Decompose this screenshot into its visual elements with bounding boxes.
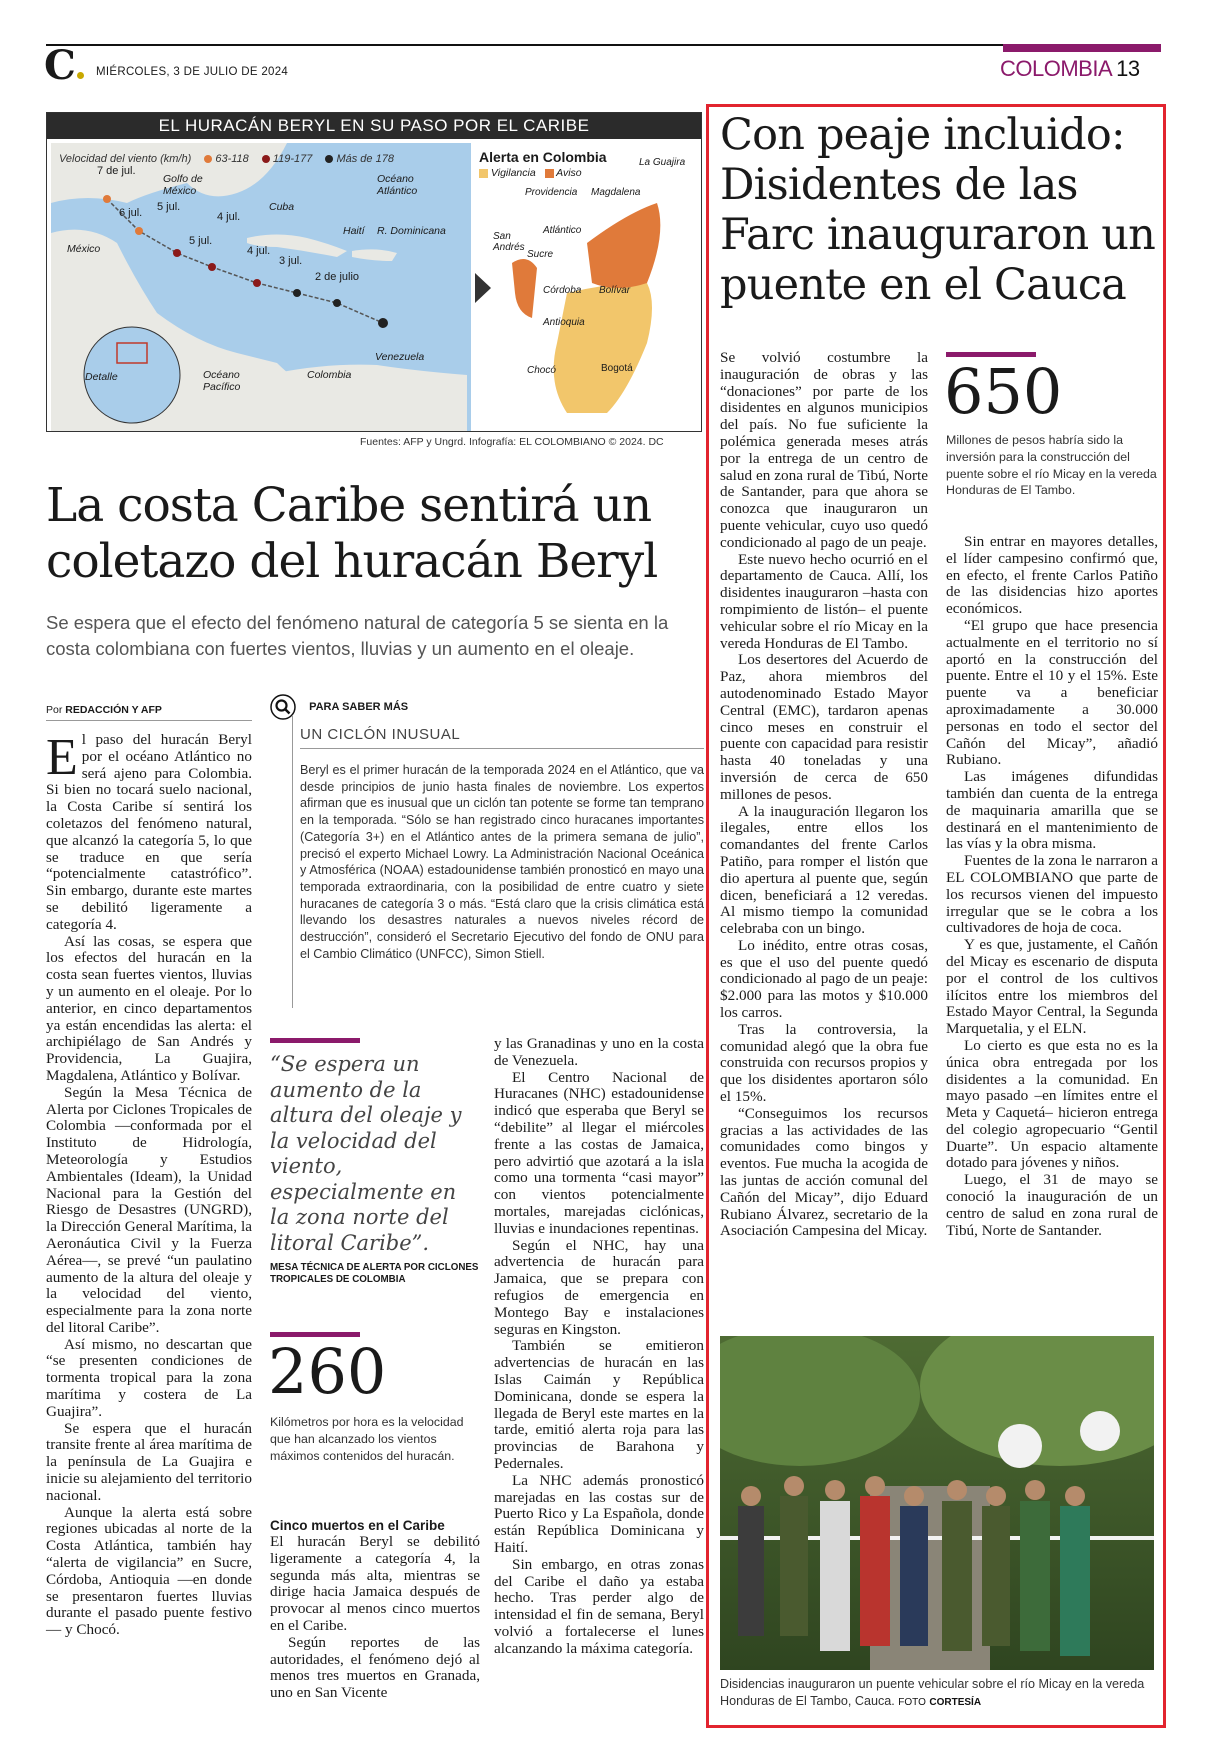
drop-cap: E <box>46 729 78 786</box>
track-label: 6 jul. <box>119 207 143 219</box>
place-label: Golfo de México <box>163 173 203 197</box>
place-label: Haití <box>343 225 365 237</box>
page-number: 13 <box>1116 56 1140 81</box>
place-label: Cuba <box>269 201 295 213</box>
place-label: Detalle <box>85 371 118 383</box>
newspaper-logo: C <box>44 46 84 86</box>
right-column-2: Sin entrar en mayores detalles, el líder campesino confirmó que, en efecto, el frente Carlos Patiño de las disidencias hizo aportes económicos. “El grupo que hace presencia actualmente en el territorio no sí aportó en la construcción del puente. Entre el 10 y el 15%. Este puente va a beneficiar aproximadamente a 30.000 personas en todo el sector del Cañón del Micay”, añadió Rubiano. Las imágenes difundidas también dan cuenta de la entrega de maquinaria amarilla que se destinará en el mantenimiento de las vías y la obra misma. Fuentes de la zona le narraron a EL COLOMBIANO que parte de los recursos vienen del impuesto irregular que se le cobra a los cultivadores de hoja de coca. Y es que, justamente, el Cañón del Micay es escenario de disputa por el control de los cultivos ilícitos entre los miembros del Estado Mayor Central, la Segunda Marquetalia, y el ELN. Lo cierto es que esta no es la única obra entregada por los disidentes a la comunidad. En mayo pasado –en límites entre el Meta y Caquetá– hicieron entrega del colegio agropecuario “Gentil Duarte”. Un espacio altamente dotado para jóvenes y niños. Luego, el 31 de mayo se conoció la inauguración de un centro de salud en zona rural de Tibú, Norte de Santander. <box>946 533 1158 1239</box>
place-label: Chocó <box>527 365 556 376</box>
main-dek: Se espera que el efecto del fenómeno natural de categoría 5 se sienta en la costa colombiana con fuertes vientos, lluvias y un aumento en el oleaje. <box>46 612 669 659</box>
bridge-inauguration-photo <box>720 1336 1154 1670</box>
sidebar-title: UN CICLÓN INUSUAL <box>300 726 461 743</box>
track-label: 3 jul. <box>279 255 303 267</box>
sidebar-header <box>270 694 408 720</box>
place-label: Atlántico <box>543 225 582 236</box>
track-label: 4 jul. <box>217 211 241 223</box>
place-label: Bogotá <box>601 363 633 374</box>
track-label: 5 jul. <box>157 201 181 213</box>
photo-caption: Disidencias inauguraron un puente vehicular sobre el río Micay en la vereda Honduras de El Tambo, Cauca. FOTO CORTESÍA <box>720 1677 1145 1708</box>
photo-credit: CORTESÍA <box>929 1696 982 1708</box>
photo-illustration <box>720 1336 1154 1670</box>
main-headline: La costa Caribe sentirá un coletazo del huracán Beryl <box>46 478 658 589</box>
section-header: COLOMBIA 13 <box>1000 56 1140 81</box>
header-rule <box>46 44 1161 46</box>
track-label: 5 jul. <box>189 235 213 247</box>
place-label: La Guajira <box>639 157 686 168</box>
main-column-3: y las Granadinas y uno en la costa de Venezuela. El Centro Nacional de Huracanes (NHC) estadounidense indicó que esperaba que Beryl se “debilite” al llegar el miércoles frente a las costas de Jamaica, pero advirtió que azotará a la isla como una tormenta “casi mayor” con vientos potencialmente mortales, marejadas ciclónicas, lluvias e inundaciones repentinas. Según el NHC, hay una advertencia de huracán para Jamaica, que se prepara con refugios de emergencia en Montego Bay e instalaciones seguras en Kingston. También se emitieron advertencias de huracán en las Islas Caimán y República Dominicana, donde se espera la llegada de Beryl este martes en la tarde, emitió alerta roja para las provincias de Barahona y Pedernales. La NHC además pronosticó marejadas en las costas sur de Puerto Rico y La Española, donde están República Dominicana y Haití. Sin embargo, en otras zonas del Caribe el daño ya estaba hecho. Tras perder algo de intensidad el fin de semana, Beryl volvió a fortalecerse el lunes alcanzando la máxima categoría. <box>494 1035 704 1657</box>
hurricane-infographic <box>46 112 702 432</box>
quote-accent-bar <box>270 1038 360 1043</box>
track-label: 7 de jul. <box>97 165 136 177</box>
place-label: Colombia <box>307 369 352 381</box>
byline: Por REDACCIÓN Y AFP <box>46 704 162 716</box>
sidebar-rule <box>300 748 704 749</box>
sidebar-body: Beryl es el primer huracán de la temporada 2024 en el Atlántico, que va desde principios de junio hasta finales de noviembre. Los expertos afirman que es inusual que un ciclón tan potente se forme tan temprano en la temporada. “Sólo se han registrado cinco huracanes importantes (Categoría 3+) en el Atlántico antes de la primera semana de julio”, precisó el experto Michael Lowry. La Administración Nacional Oceánica y Atmosférica (NOAA) estadounidense también pronosticó en mayo una temporada extraordinaria, con la posibilidad de entre cuatro y siete huracanes de categoría 3 o más. “Está claro que la crisis climática está llevando los desastres naturales a nuevos niveles récord de destrucción”, consideró el Secretario Ejecutivo del fondo de ONU para el Cambio Climático (UNFCC), Simon Stiell. <box>300 763 704 961</box>
alert-legend: Vigilancia Aviso <box>479 167 582 179</box>
right-stat-number: 650 <box>944 355 1063 428</box>
place-label: Bolívar <box>599 285 631 296</box>
stat-description: Kilómetros por hora es la velocidad que han alcanzado los vientos máximos contenidos del huracán. <box>270 1415 464 1463</box>
wind-legend: Velocidad del viento (km/h) 63-118 119-177 Más de 178 <box>59 153 394 165</box>
place-label: Océano Pacífico <box>203 369 241 393</box>
byline-rule <box>46 720 252 721</box>
right-column-1: Se volvió costumbre la inauguración de obras y las “donaciones” por parte de los disidentes en algunos municipios del país. No fue suficiente la polémica generada meses atrás por la entrega de un centro de salud en zona rural de Tibú, Norte de Santander, para que ahora se conozca que inauguraron un puente vehicular, cuyo uso quedó condicionado al pago de un peaje. Este nuevo hecho ocurrió en el departamento de Cauca. Allí, los disidentes inauguraron –hasta con rompimiento de listón– el puente vehicular sobre el río Micay en la vereda Honduras de El Tambo. Los desertores del Acuerdo de Paz, ahora miembros del autodenominado Estado Mayor Central (EMC), tardaron apenas cinco meses en construir el puente con capacidad para resistir hasta 40 toneladas y una inversión de cerca de 650 millones de pesos. A la inauguración llegaron los ilegales, entre ellos los comandantes del frente Carlos Patiño, para romper el listón que dio apertura al puente que, según dicen, beneficiará a 12 veredas. Al mismo tiempo la comunidad celebraba con un bingo. Lo inédito, entre otras cosas, es que el uso del puente quedó condicionado al pago de un peaje: $2.000 para las motos y $10.000 los carros. Tras la controversia, la comunidad alegó que la obra fue construida con recursos propios y que los disidentes aportaron sólo el 15%. “Conseguimos los recursos gracias a las actividades de las comunidades como bingos y eventos. Fue mucha la acogida de las juntas de acción comunal del Cañón del Micay”, dijo Eduard Rubiano Álvarez, secretario de la Asociación Campesina del Micay. <box>720 349 928 1240</box>
track-label: 4 jul. <box>247 245 271 257</box>
main-column-2: Cinco muertos en el Caribe El huracán Beryl se debilitó ligeramente a categoría 4, la segunda más alta, mientras se dirige hacia Jamaica después de provocar al menos cinco muertos en el Caribe. Según reportes de las autoridades, el fenómeno dejó al menos tres muertos en Granada, uno en San Vicente <box>270 1518 480 1702</box>
pull-quote: “Se espera un aumento de la altura del oleaje y la velocidad del viento, especialmente en la zona norte del litoral Caribe”. <box>270 1052 462 1255</box>
track-label: 2 de julio <box>315 271 360 283</box>
place-label: Sucre <box>527 249 554 260</box>
place-label: Providencia <box>525 187 578 198</box>
right-stat-description: Millones de pesos habría sido la inversión para la construcción del puente sobre el río Micay en la vereda Honduras de El Tambo. <box>946 433 1157 498</box>
section-bar <box>1003 44 1161 52</box>
infographic-credits: Fuentes: AFP y Ungrd. Infografía: EL COLOMBIANO © 2024. DC <box>360 436 664 448</box>
place-label: Venezuela <box>375 351 425 363</box>
infographic-title: EL HURACÁN BERYL EN SU PASO POR EL CARIBE <box>47 113 701 139</box>
subhead: Cinco muertos en el Caribe <box>270 1518 445 1533</box>
sidebar-label: PARA SABER MÁS <box>309 701 409 713</box>
place-label: San Andrés <box>493 231 525 253</box>
sidebar-vertical-rule <box>292 716 293 1008</box>
main-column-1: El paso del huracán Beryl por el océano Atlántico no será ajeno para Colombia. Si bien no tocará suelo nacional, la Costa Caribe sí sentirá los coletazos del fenómeno natural, que alcanzó la categoría 5, lo que se traduce en que sería “potencialmente catastrófico”. Sin embargo, durante este martes se debilitó ligeramente a categoría 4. Así las cosas, se espera que los efectos del huracán en la costa sean fuertes vientos, lluvias y un aumento en el oleaje. Por lo anterior, en cinco departamentos ya están encendidas las alerta: el archipiélago de San Andrés y Providencia, La Guajira, Magdalena, Atlántico y Bolívar. Según la Mesa Técnica de Alerta por Ciclones Tropicales de Colombia —conformada por el Instituto de Hidrología, Meteorología y Estudios Ambientales (Ideam), la Unidad Nacional para la Gestión del Riesgo de Desastres (UNGRD), la Dirección General Marítima, la Aeronáutica Civil y la Fuerza Aérea—, se prevé “un paulatino aumento de la altura del oleaje y la velocidad del viento, especialmente para la zona norte del litoral Caribe”. Así mismo, no descartan que “se presenten condiciones de tormenta tropical para la zona marítima y costera de La Guajira”. Se espera que el huracán transite frente al área marítima de la península de La Guajira e inicie su alejamiento del territorio nacional. Aunque la alerta está sobre regiones ubicadas al norte de la Costa Atlántica, también hay “alerta de vigilancia” en Sucre, Córdoba, Antioquia —en donde se presentaron fuertes lluvias durante el pasado puente festivo— y Chocó. <box>46 729 252 1639</box>
alert-title: Alerta en Colombia <box>479 149 607 165</box>
place-label: R. Dominicana <box>377 225 446 237</box>
place-label: Córdoba <box>543 285 582 296</box>
quote-source: MESA TÉCNICA DE ALERTA POR CICLONES TROPICALES DE COLOMBIA <box>270 1262 479 1285</box>
place-label: Magdalena <box>591 187 641 198</box>
place-label: México <box>67 243 101 255</box>
place-label: Océano Atlántico <box>377 173 418 197</box>
issue-date: MIÉRCOLES, 3 DE JULIO DE 2024 <box>96 66 289 78</box>
stat-number: 260 <box>268 1335 387 1408</box>
right-headline: Con peaje incluido: Disidentes de las Farc inauguraron un puente en el Cauca <box>720 110 1156 310</box>
place-label: Antioquia <box>543 317 585 328</box>
